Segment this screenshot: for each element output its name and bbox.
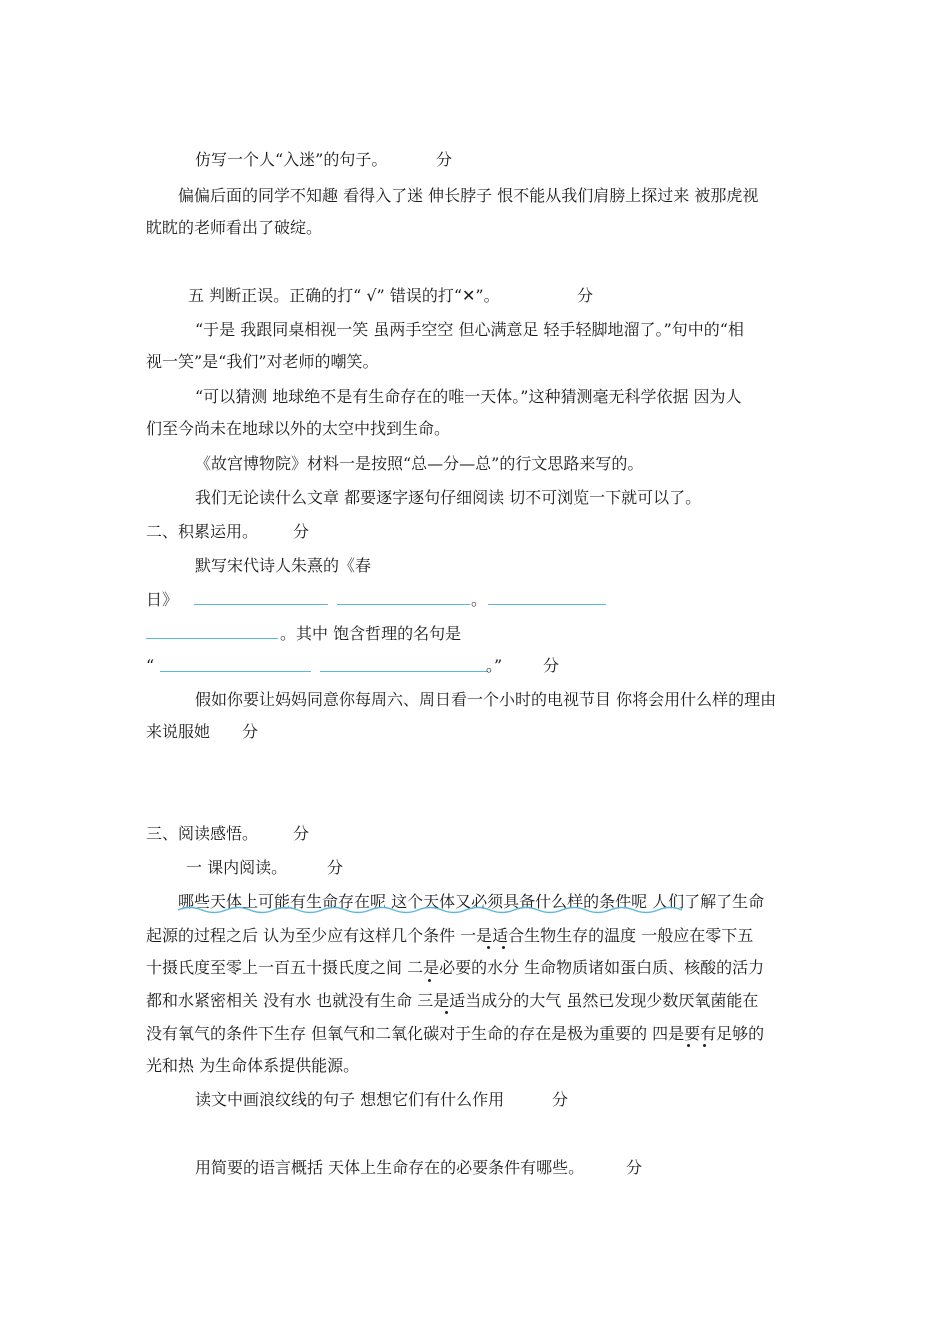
tv-question-line1: 假如你要让妈妈同意你每周六、周日看一个小时的电视节目 你将会用什么样的理由 [195,690,777,709]
reading-score: 分 [293,824,310,843]
imitate-score: 分 [436,150,453,169]
reading-heading: 三、阅读感悟。 [146,824,259,843]
emphasis-dot [445,1011,448,1014]
passage-line1: 哪些天体上可能有生命存在呢 这个天体又必须具备什么样的条件呢 人们了解了生命 [178,892,765,911]
judge-item1-line2: 视一笑”是“我们”对老师的嘲笑。 [146,352,379,371]
emphasis-dot [703,1044,706,1047]
poem-blank-1[interactable] [194,604,328,605]
question-1-score: 分 [552,1090,569,1109]
poem-after-blank: 。其中 饱含哲理的名句是 [280,624,462,643]
reading-sub-score: 分 [327,858,344,877]
judge-item3: 《故宫博物院》材料一是按照“总—分—总”的行文思路来写的。 [195,454,644,473]
judge-heading: 五 判断正误。正确的打“ √” 错误的打“✕”。 [188,286,500,305]
poem-blank-2[interactable] [337,604,470,605]
passage-line3: 十摄氏度至零上一百五十摄氏度之间 二是必要的水分 生命物质诸如蛋白质、核酸的活力 [146,958,765,977]
wavy-underline [178,904,683,916]
imitate-passage-line1: 偏偏后面的同学不知趣 看得入了迷 伸长脖子 恨不能从我们肩膀上探过来 被那虎视 [178,186,759,205]
close-quote: 。” [486,656,503,675]
question-2-score: 分 [626,1158,643,1177]
judge-item2-line1: “可以猜测 地球绝不是有生命存在的唯一天体。”这种猜测毫无科学依据 因为人 [195,387,742,406]
tv-question-line2: 来说服她 [146,722,211,741]
question-1: 读文中画浪纹线的句子 想想它们有什么作用 [195,1090,505,1109]
emphasis-dot [428,979,431,982]
quote-blank-1[interactable] [160,671,311,672]
poem-blank-4[interactable] [146,638,278,639]
accumulate-score: 分 [293,522,310,541]
passage-line5: 没有氧气的条件下生存 但氧气和二氧化碳对于生命的存在是极为重要的 四是要有足够的 [146,1024,765,1043]
tv-question-score: 分 [242,722,259,741]
quote-blank-2[interactable] [320,671,488,672]
poem-period: 。 [471,590,488,609]
judge-score: 分 [577,286,594,305]
passage-line2: 起源的过程之后 认为至少应有这样几个条件 一是适合生物生存的温度 一般应在零下五 [146,926,754,945]
reading-sub-heading: 一 课内阅读。 [186,858,288,877]
poem-blank-3[interactable] [488,604,606,605]
accumulate-heading: 二、积累运用。 [146,522,259,541]
poem-line2-start: 日》 [146,590,179,609]
question-2: 用简要的语言概括 天体上生命存在的必要条件有哪些。 [195,1158,585,1177]
imitate-passage-line2: 眈眈的老师看出了破绽。 [146,218,323,237]
poem-prompt: 默写宋代诗人朱熹的《春 [195,556,372,575]
imitate-prompt: 仿写一个人“入迷”的句子。 [195,150,388,169]
open-quote: “ [146,656,155,675]
quote-score: 分 [543,656,560,675]
emphasis-dot [487,946,490,949]
emphasis-dot [502,946,505,949]
judge-item1-line1: “于是 我跟同桌相视一笑 虽两手空空 但心满意足 轻手轻脚地溜了。”句中的“相 [195,320,744,339]
passage-line6: 光和热 为生命体系提供能源。 [146,1056,360,1075]
emphasis-dot [687,1044,690,1047]
passage-line4: 都和水紧密相关 没有水 也就没有生命 三是适当成分的大气 虽然已发现少数厌氧菌能在 [146,991,759,1010]
judge-item2-line2: 们至今尚未在地球以外的太空中找到生命。 [146,419,451,438]
judge-item4: 我们无论读什么文章 都要逐字逐句仔细阅读 切不可浏览一下就可以了。 [195,488,702,507]
